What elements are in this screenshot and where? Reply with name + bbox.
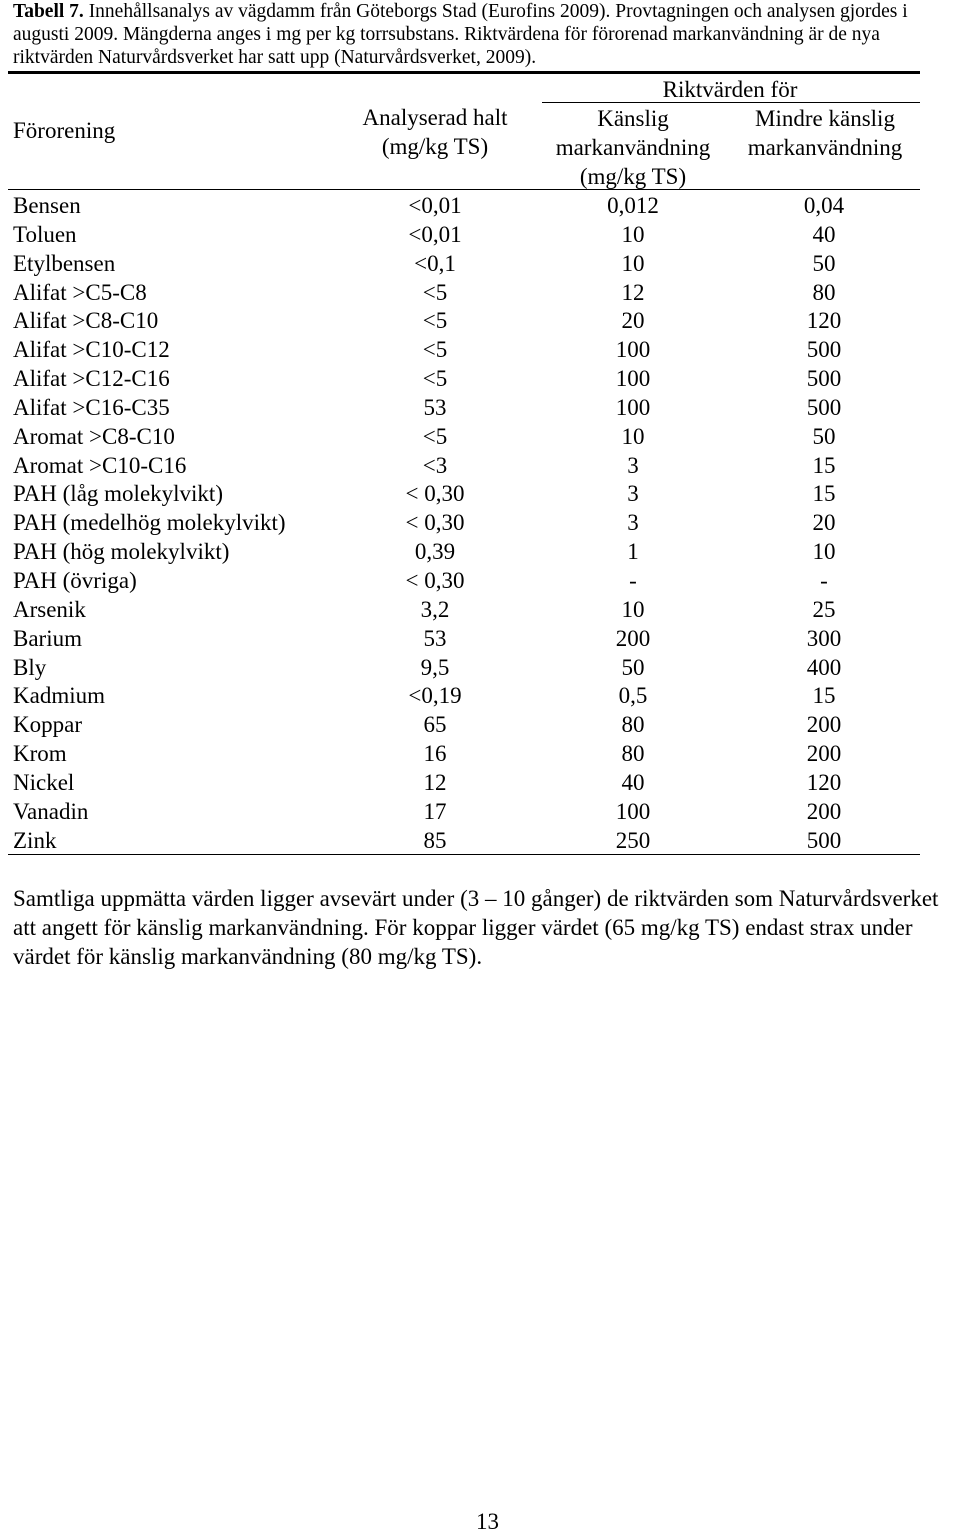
table-row xyxy=(0,710,960,739)
header-analyzed-line1: Analyserad halt xyxy=(362,105,508,130)
less-sensitive-guideline-cell: 200 xyxy=(806,712,842,738)
less-sensitive-guideline-cell: 10 xyxy=(812,539,836,565)
analyzed-value-cell: <5 xyxy=(422,366,448,392)
pollutant-name-cell: Aromat >C10-C16 xyxy=(13,452,187,478)
table-row xyxy=(0,508,960,537)
pollutant-name-cell: Alifat >C8-C10 xyxy=(13,308,159,334)
less-sensitive-guideline-cell: 15 xyxy=(812,452,836,478)
sensitive-guideline-cell: 3 xyxy=(627,510,639,536)
sensitive-guideline-cell: - xyxy=(629,567,637,593)
less-sensitive-guideline-cell: 200 xyxy=(806,741,842,767)
analyzed-value-cell: <0,19 xyxy=(408,683,462,709)
less-sensitive-guideline-cell: 15 xyxy=(812,683,836,709)
analyzed-value-cell: < 0,30 xyxy=(405,567,465,593)
less-sensitive-guideline-cell: 300 xyxy=(806,625,842,651)
table-row xyxy=(0,739,960,768)
less-sensitive-guideline-cell: 500 xyxy=(806,337,842,363)
sensitive-guideline-cell: 3 xyxy=(627,481,639,507)
table-row xyxy=(0,220,960,249)
less-sensitive-guideline-cell: 500 xyxy=(806,827,842,853)
pollutant-name-cell: PAH (övriga) xyxy=(13,567,137,593)
guideline-group-rule xyxy=(542,102,920,103)
sensitive-guideline-cell: 50 xyxy=(621,654,645,680)
less-sensitive-guideline-cell: - xyxy=(820,567,828,593)
pollutant-name-cell: Koppar xyxy=(13,712,82,738)
less-sensitive-guideline-cell: 40 xyxy=(812,221,836,247)
table-row xyxy=(0,566,960,595)
analyzed-value-cell: < 0,30 xyxy=(405,510,465,536)
pollutant-name-cell: Bly xyxy=(13,654,47,680)
pollutant-name-cell: Aromat >C8-C10 xyxy=(13,423,175,449)
sensitive-guideline-cell: 250 xyxy=(615,827,651,853)
analyzed-value-cell: 12 xyxy=(423,769,447,795)
analyzed-value-cell: <0,01 xyxy=(408,193,462,218)
sensitive-guideline-cell: 10 xyxy=(621,250,645,276)
header-sensitive-line2: markanvändning xyxy=(555,135,711,160)
pollutant-name-cell: Arsenik xyxy=(13,596,86,622)
less-sensitive-guideline-cell: 200 xyxy=(806,798,842,824)
analyzed-value-cell: <5 xyxy=(422,308,448,334)
body-paragraph: Samtliga uppmätta värden ligger avsevärt under (3 – 10 gånger) de riktvärden som Naturvårdsverket att angett för känslig markanvändning. För koppar ligger värdet (65 mg/kg TS) endast strax under värdet för känslig markanvändning (80 mg/kg TS). xyxy=(13,886,939,969)
sensitive-guideline-cell: 40 xyxy=(621,769,645,795)
pollutant-name-cell: Alifat >C5-C8 xyxy=(13,279,147,305)
sensitive-guideline-cell: 100 xyxy=(615,337,651,363)
header-sensitive xyxy=(540,104,726,191)
analyzed-value-cell: 53 xyxy=(423,394,447,420)
pollutant-name-cell: Etylbensen xyxy=(13,250,116,276)
header-analyzed-line2: (mg/kg TS) xyxy=(381,134,489,159)
pollutant-name-cell: Alifat >C12-C16 xyxy=(13,366,170,392)
header-less-sensitive-line2: markanvändning xyxy=(747,135,903,160)
sensitive-guideline-cell: 100 xyxy=(615,798,651,824)
pollutant-name-cell: Alifat >C10-C12 xyxy=(13,337,170,363)
table-row xyxy=(0,537,960,566)
analyzed-value-cell: <0,01 xyxy=(408,221,462,247)
sensitive-guideline-cell: 20 xyxy=(621,308,645,334)
sensitive-guideline-cell: 3 xyxy=(627,452,639,478)
table-row xyxy=(0,595,960,624)
pollutant-name-cell: Barium xyxy=(13,625,82,651)
analyzed-value-cell: 0,39 xyxy=(414,539,456,565)
header-less-sensitive-line1: Mindre känslig xyxy=(755,106,895,131)
less-sensitive-guideline-cell: 15 xyxy=(812,481,836,507)
analyzed-value-cell: <5 xyxy=(422,423,448,449)
pollutant-name-cell: Zink xyxy=(13,827,57,853)
header-pollutant: Förorening xyxy=(13,118,116,143)
table-caption xyxy=(13,0,958,69)
less-sensitive-guideline-cell: 50 xyxy=(812,250,836,276)
header-sensitive-line3: (mg/kg TS) xyxy=(579,164,687,189)
table-row xyxy=(0,278,960,307)
analyzed-value-cell: <5 xyxy=(422,279,448,305)
header-analyzed xyxy=(340,103,530,161)
page-number: 13 xyxy=(476,1509,499,1534)
sensitive-guideline-cell: 80 xyxy=(621,741,645,767)
pollutant-name-cell: PAH (medelhög molekylvikt) xyxy=(13,510,286,536)
less-sensitive-guideline-cell: 500 xyxy=(806,366,842,392)
sensitive-guideline-cell: 80 xyxy=(621,712,645,738)
sensitive-guideline-cell: 1 xyxy=(627,539,639,565)
less-sensitive-guideline-cell: 20 xyxy=(812,510,836,536)
table-row xyxy=(0,364,960,393)
sensitive-guideline-cell: 100 xyxy=(615,394,651,420)
analyzed-value-cell: 17 xyxy=(423,798,447,824)
sensitive-guideline-cell: 10 xyxy=(621,221,645,247)
analyzed-value-cell: <5 xyxy=(422,337,448,363)
sensitive-guideline-cell: 0,5 xyxy=(618,683,648,709)
pollutant-name-cell: Krom xyxy=(13,741,67,767)
analyzed-value-cell: <3 xyxy=(422,452,448,478)
caption-label: Tabell 7. xyxy=(13,1,84,22)
pollutant-name-cell: PAH (låg molekylvikt) xyxy=(13,481,223,507)
table-header-rule xyxy=(8,189,920,190)
less-sensitive-guideline-cell: 120 xyxy=(806,308,842,334)
pollutant-name-cell: Toluen xyxy=(13,221,77,247)
pollutant-name-cell: Vanadin xyxy=(13,798,89,824)
sensitive-guideline-cell: 10 xyxy=(621,423,645,449)
less-sensitive-guideline-cell: 400 xyxy=(806,654,842,680)
sensitive-guideline-cell: 0,012 xyxy=(607,193,659,218)
table-body xyxy=(0,191,960,854)
table-row xyxy=(0,797,960,826)
table-row xyxy=(0,768,960,797)
header-guideline-group: Riktvärden för xyxy=(662,77,798,102)
header-sensitive-line1: Känslig xyxy=(597,106,669,131)
less-sensitive-guideline-cell: 120 xyxy=(806,769,842,795)
less-sensitive-guideline-cell: 50 xyxy=(812,423,836,449)
pollutant-name-cell: PAH (hög molekylvikt) xyxy=(13,539,230,565)
table-row xyxy=(0,422,960,451)
analyzed-value-cell: < 0,30 xyxy=(405,481,465,507)
sensitive-guideline-cell: 10 xyxy=(621,596,645,622)
less-sensitive-guideline-cell: 80 xyxy=(812,279,836,305)
table-row xyxy=(0,451,960,480)
pollutant-name-cell: Alifat >C16-C35 xyxy=(13,394,170,420)
pollutant-name-cell: Nickel xyxy=(13,769,75,795)
table-row xyxy=(0,335,960,364)
table-top-rule xyxy=(8,71,920,74)
table-row xyxy=(0,393,960,422)
table-row xyxy=(0,624,960,653)
table-row xyxy=(0,191,960,220)
less-sensitive-guideline-cell: 500 xyxy=(806,394,842,420)
analyzed-value-cell: 3,2 xyxy=(420,596,450,622)
header-less-sensitive xyxy=(732,104,918,162)
analyzed-value-cell: 85 xyxy=(423,827,447,853)
analyzed-value-cell: 53 xyxy=(423,625,447,651)
table-row xyxy=(0,681,960,710)
caption-text: Innehållsanalys av vägdamm från Göteborgs Stad (Eurofins 2009). Provtagningen och analysen gjordes i augusti 2009. Mängderna anges i mg per kg torrsubstans. Riktvärdena för förorenad markanvändning är de nya riktvärden Naturvårdsverket har satt upp (Naturvårdsverket, 2009). xyxy=(13,1,908,68)
pollutant-name-cell: Bensen xyxy=(13,193,81,218)
table-row xyxy=(0,249,960,278)
analyzed-value-cell: 65 xyxy=(423,712,447,738)
table-row xyxy=(0,306,960,335)
sensitive-guideline-cell: 100 xyxy=(615,366,651,392)
analyzed-value-cell: 16 xyxy=(423,741,447,767)
table-bottom-rule xyxy=(8,854,920,855)
table-row xyxy=(0,826,960,855)
pollutant-name-cell: Kadmium xyxy=(13,683,105,709)
less-sensitive-guideline-cell: 25 xyxy=(812,596,836,622)
less-sensitive-guideline-cell: 0,04 xyxy=(803,193,845,218)
table-row xyxy=(0,653,960,682)
sensitive-guideline-cell: 12 xyxy=(621,279,645,305)
analyzed-value-cell: 9,5 xyxy=(420,654,450,680)
sensitive-guideline-cell: 200 xyxy=(615,625,651,651)
table-row xyxy=(0,479,960,508)
analyzed-value-cell: <0,1 xyxy=(414,250,456,276)
